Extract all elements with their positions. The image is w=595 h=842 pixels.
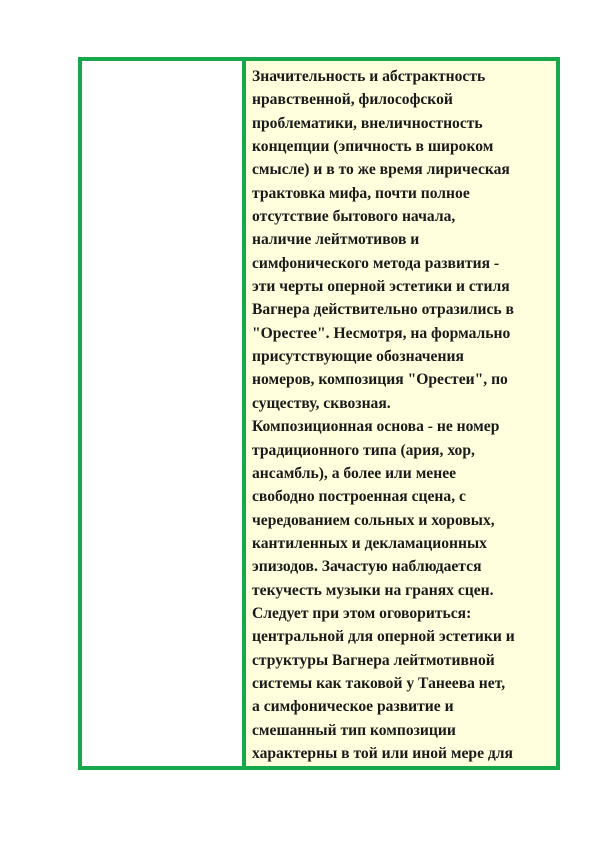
text-line: Значительность и абстрактность bbox=[252, 68, 486, 85]
text-line: текучесть музыки на гранях сцен. bbox=[252, 581, 494, 599]
text-line: эпизодов. Зачастую наблюдается bbox=[252, 558, 482, 576]
text-line: наличие лейтмотивов и bbox=[252, 231, 420, 249]
text-line: трактовка мифа, почти полное bbox=[252, 184, 470, 202]
text-line: характерны в той или иной мере для bbox=[252, 744, 513, 762]
body-paragraph bbox=[252, 65, 554, 765]
text-line: Следует при этом оговориться: bbox=[252, 604, 472, 622]
text-line: Вагнера действительно отразились в bbox=[252, 301, 514, 319]
text-line: номеров, композиция "Орестеи", по bbox=[252, 371, 508, 389]
text-line: эти черты оперной эстетики и стиля bbox=[252, 278, 510, 296]
text-line: присутствующие обозначения bbox=[252, 348, 464, 366]
text-line: проблематики, внеличностность bbox=[252, 114, 483, 132]
text-line: ансамбль), а более или менее bbox=[252, 464, 457, 482]
text-line: Композиционная основа - не номер bbox=[252, 418, 500, 436]
text-line: нравственной, философской bbox=[252, 91, 453, 109]
text-line: отсутствие бытового начала, bbox=[252, 208, 456, 226]
text-line: симфонического метода развития - bbox=[252, 254, 500, 272]
text-line: смешанный тип композиции bbox=[252, 721, 456, 739]
text-line: чередованием сольных и хоровых, bbox=[252, 511, 495, 529]
text-line: системы как таковой у Танеева нет, bbox=[252, 674, 506, 692]
text-line: свободно построенная сцена, с bbox=[252, 488, 466, 506]
text-line: смысле) и в то же время лирическая bbox=[252, 161, 510, 179]
text-line: существу, сквозная. bbox=[252, 394, 391, 412]
text-line: "Орестее". Несмотря, на формально bbox=[252, 324, 511, 342]
text-line: а симфоническое развитие и bbox=[252, 698, 454, 716]
text-line: структуры Вагнера лейтмотивной bbox=[252, 651, 495, 669]
text-line: кантиленных и декламационных bbox=[252, 534, 487, 552]
empty-left-cell bbox=[82, 61, 246, 766]
text-cell bbox=[246, 61, 556, 766]
text-line: центральной для оперной эстетики и bbox=[252, 628, 515, 646]
text-line: традиционного типа (ария, хор, bbox=[252, 441, 475, 459]
table-frame bbox=[78, 57, 560, 770]
text-line: концепции (эпичность в широком bbox=[252, 138, 494, 156]
